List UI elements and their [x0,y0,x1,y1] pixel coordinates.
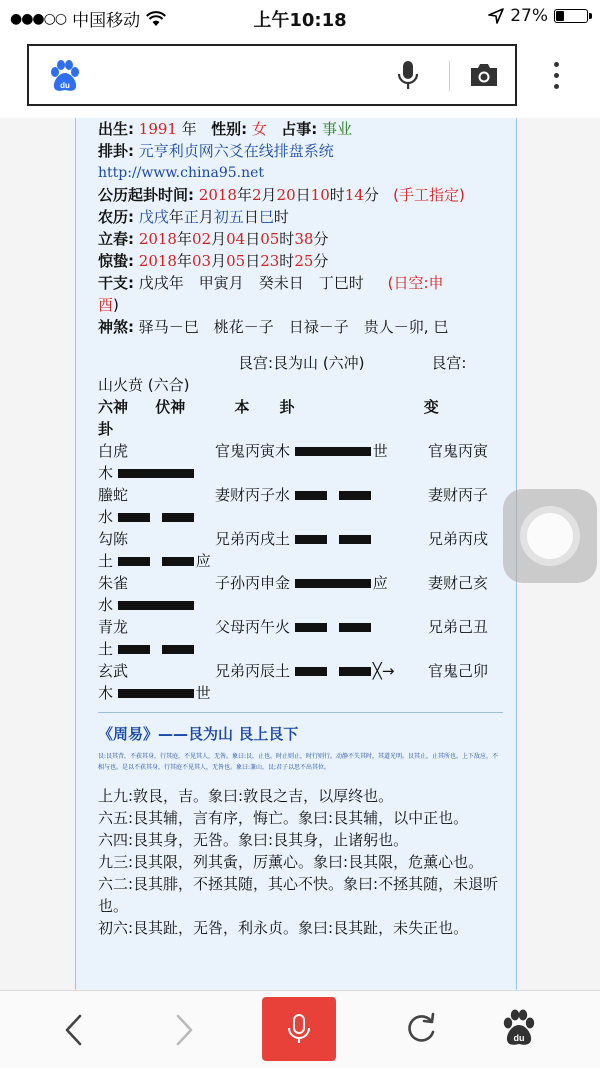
voice-search-button[interactable] [262,997,336,1061]
back-arrow-icon[interactable] [62,1013,86,1047]
bian-yao-element: 木 [98,684,114,702]
bian-yao-text: 官鬼丙寅 [428,442,489,460]
jingzhe-day: 05 [226,252,246,270]
lichun-minute: 38 [294,230,314,248]
liushen-name: 勾陈 [98,530,129,548]
jingzhe-month: 03 [191,252,212,270]
more-menu-icon[interactable] [552,62,560,94]
gender-label: 性别: [211,120,248,138]
signal-strength: ●●●○○ [10,10,67,27]
bian-yao-element: 水 [98,508,114,526]
bian-yao-element: 水 [98,596,114,614]
lunar-hour: 巳 [258,208,274,226]
site-url-link[interactable]: http://www.china95.net [98,165,265,181]
lichun-month: 02 [191,230,212,248]
hexagram-line-row [98,660,503,704]
bian-gua-line [98,638,196,660]
jingzhe-row: 惊蛰: 2018年03月05日23时25分 [98,252,329,270]
solar-note: (手工指定) [393,186,465,204]
solar-day: 20 [276,186,296,204]
lichun-day: 04 [226,230,246,248]
gua-columns [98,396,503,418]
gua-header-2: 山火贲 (六合) [98,376,190,394]
ben-yao-text: 官鬼丙寅木 [215,442,291,460]
bian-yao-yang-bar [118,469,194,478]
lichun-year: 2018 [138,230,177,248]
rikong-cont: 酉 [98,296,114,314]
paigua-system-link[interactable]: 元亨利贞网六爻在线排盘系统 [138,142,334,160]
zhouyi-title[interactable]: 《周易》——艮为山 艮上艮下 [98,725,299,743]
bian-yao-mark: 世 [195,684,211,702]
col-fushen: 伏神 [155,398,186,416]
bian-yao-yin-bar [118,557,194,566]
paigua-label: 排卦: [98,142,134,160]
yao-line: 上九:敦艮，吉。象曰:敦艮之吉，以厚终也。 [98,787,394,805]
bottom-toolbar [0,990,600,1068]
birth-label: 出生: [98,120,134,138]
ben-yao-text: 妻财丙子水 [215,486,291,504]
ben-yao-text: 兄弟丙戌土 [215,530,291,548]
camera-icon[interactable] [469,62,499,88]
ganzhi-value: 戊戌年 甲寅月 癸未日 丁巳时 [138,274,364,292]
liushen-name: 螣蛇 [98,486,129,504]
bian-yao-text: 兄弟丙戌 [428,530,489,548]
ben-gua-line [215,660,394,682]
lunar-year: 戊戌 [138,208,169,226]
jingzhe-hour: 23 [260,252,280,270]
birth-year-unit: 年 [181,120,197,138]
ben-gua-line [215,572,388,594]
ben-yao-text: 父母丙午火 [215,618,291,636]
jingzhe-minute: 25 [294,252,314,270]
bian-yao-text: 官鬼己卯 [428,662,489,680]
solar-month: 2 [251,186,262,204]
bian-yao-element: 木 [98,464,114,482]
col-bian: 变 [423,398,439,416]
search-divider [449,61,450,91]
svg-text:du: du [60,81,70,90]
shensha-value: 驿马－巳 桃花－子 日禄－子 贵人－卯, 巳 [138,318,449,336]
ben-yao-yin-bar [295,491,371,500]
yao-line: 六二:艮其腓，不拯其随，其心不快。象曰:不拯其随，未退听也。 [98,875,499,915]
ben-yao-yin-bar [295,667,371,676]
ganzhi-label: 干支: [98,274,134,292]
ben-yao-mark: 世 [372,442,388,460]
rikong-value: (日空:申 [387,274,444,292]
baidu-home-icon[interactable] [502,1009,536,1047]
microphone-icon[interactable] [397,60,419,92]
hexagram-rows [98,440,503,704]
matter-value: 事业 [321,120,352,138]
paigua-row [98,140,503,162]
bian-yao-text: 兄弟己丑 [428,618,489,636]
clock: 上午10:18 [253,10,347,31]
lunar-day: 初五 [213,208,244,226]
ben-gong: 艮宫:艮为山 (六冲) [238,354,365,372]
lunar-row: 农历: 戊戌年正月初五日巳时 [98,208,289,226]
microphone-icon [262,997,336,1061]
hexagram-line-row [98,484,503,528]
bian-yao-yang-bar [118,689,194,698]
liushen-name: 玄武 [98,662,129,680]
liushen-name: 青龙 [98,618,129,636]
ganzhi-row-cont [98,294,503,316]
hexagram-line-row [98,572,503,616]
refresh-icon[interactable] [404,1011,438,1047]
birth-row [98,118,503,140]
ben-gua-line [215,440,388,462]
ben-yao-yin-bar [295,535,371,544]
forward-arrow-icon[interactable] [172,1013,196,1047]
col-liushen: 六神 [98,398,129,416]
bian-yao-element: 土 [98,552,114,570]
bian-gua-line [98,550,211,572]
hexagram-line-row [98,440,503,484]
yao-line: 初六:艮其趾，无咎，利永贞。象曰:艮其趾，未失正也。 [98,919,469,937]
lichun-label: 立春: [98,230,134,248]
browser-header [0,34,600,118]
zhouyi-gua-ci: 艮:艮其背，不获其身，行其庭，不见其人，无咎。象曰:艮，止也。时止则止，时行则行，动静不失其时，其道光明。艮其止，止其所也。上下敌应，不相与也。是以不获其身，行其庭不见其人，无咎也。象曰:兼山，艮;君子以思不出其位。 [98,753,499,771]
hexagram-line-row [98,528,503,572]
section-divider [98,712,503,713]
ben-yao-text: 兄弟丙辰土 [215,662,291,680]
lichun-row: 立春: 2018年02月04日05时38分 [98,230,329,248]
solar-minute: 14 [344,186,364,204]
battery-percent: 27% [510,6,548,26]
bian-yao-yang-bar [118,601,194,610]
birth-year: 1991 [138,120,177,138]
gender-value: 女 [251,120,267,138]
jingzhe-label: 惊蛰: [98,252,134,270]
yao-line: 九三:艮其限，列其夤，厉薰心。象曰:艮其限，危薰心也。 [98,853,484,871]
ben-gua-line [215,484,373,506]
solar-year: 2018 [198,186,237,204]
bian-yao-yin-bar [118,513,194,522]
ben-yao-text: 子孙丙申金 [215,574,291,592]
ben-gua-line [215,528,373,550]
status-bar [0,0,600,34]
ben-yao-mark: ╳→ [372,662,395,680]
solar-time-row: 公历起卦时间: 2018年2月20日10时14分 (手工指定) [98,186,465,204]
bian-yao-element: 土 [98,640,114,658]
bian-gua-line [98,506,196,528]
bian-gong: 艮宫: [431,354,467,372]
ben-yao-mark: 应 [372,574,388,592]
yao-line: 六五:艮其辅，言有序，悔亡。象曰:艮其辅，以中正也。 [98,809,469,827]
lunar-month: 正 [183,208,199,226]
assistive-touch-button[interactable] [503,489,597,583]
ben-yao-yin-bar [295,623,371,632]
ben-yao-yang-bar [295,447,371,456]
shensha-row [98,316,503,338]
bian-gua-line [98,594,196,616]
shensha-label: 神煞: [98,318,134,336]
ganzhi-row [98,272,503,294]
rikong-close: ) [113,296,119,314]
hexagram-table [98,352,503,704]
ben-yao-yang-bar [295,579,371,588]
result-card [75,118,517,990]
hexagram-line-row [98,616,503,660]
solar-label: 公历起卦时间: [98,186,194,204]
jingzhe-year: 2018 [138,252,177,270]
status-right [488,6,588,26]
battery-icon [554,9,588,23]
result-body [98,118,503,939]
baidu-paw-icon[interactable] [49,59,81,93]
matter-label: 占事: [281,120,318,138]
bian-yao-yin-bar [118,645,194,654]
bian-yao-text: 妻财丙子 [428,486,489,504]
location-arrow-icon [488,8,504,24]
bian-yao-text: 妻财己亥 [428,574,489,592]
liushen-name: 白虎 [98,442,129,460]
col-ben: 本 卦 [234,398,295,416]
lunar-label: 农历: [98,208,134,226]
bian-gua-line [98,682,211,704]
col-bian-cont: 卦 [98,420,114,438]
bian-yao-mark: 应 [195,552,211,570]
svg-text:du: du [513,1033,525,1043]
gua-header-1 [98,352,503,374]
lichun-hour: 05 [260,230,280,248]
yao-list [98,785,503,939]
solar-hour: 10 [310,186,330,204]
search-input[interactable] [27,44,517,106]
yao-line: 六四:艮其身，无咎。象曰:艮其身，止诸躬也。 [98,831,409,849]
liushen-name: 朱雀 [98,574,129,592]
carrier-name: 中国移动 [72,11,141,31]
ben-gua-line [215,616,373,638]
bian-gua-line [98,462,196,484]
